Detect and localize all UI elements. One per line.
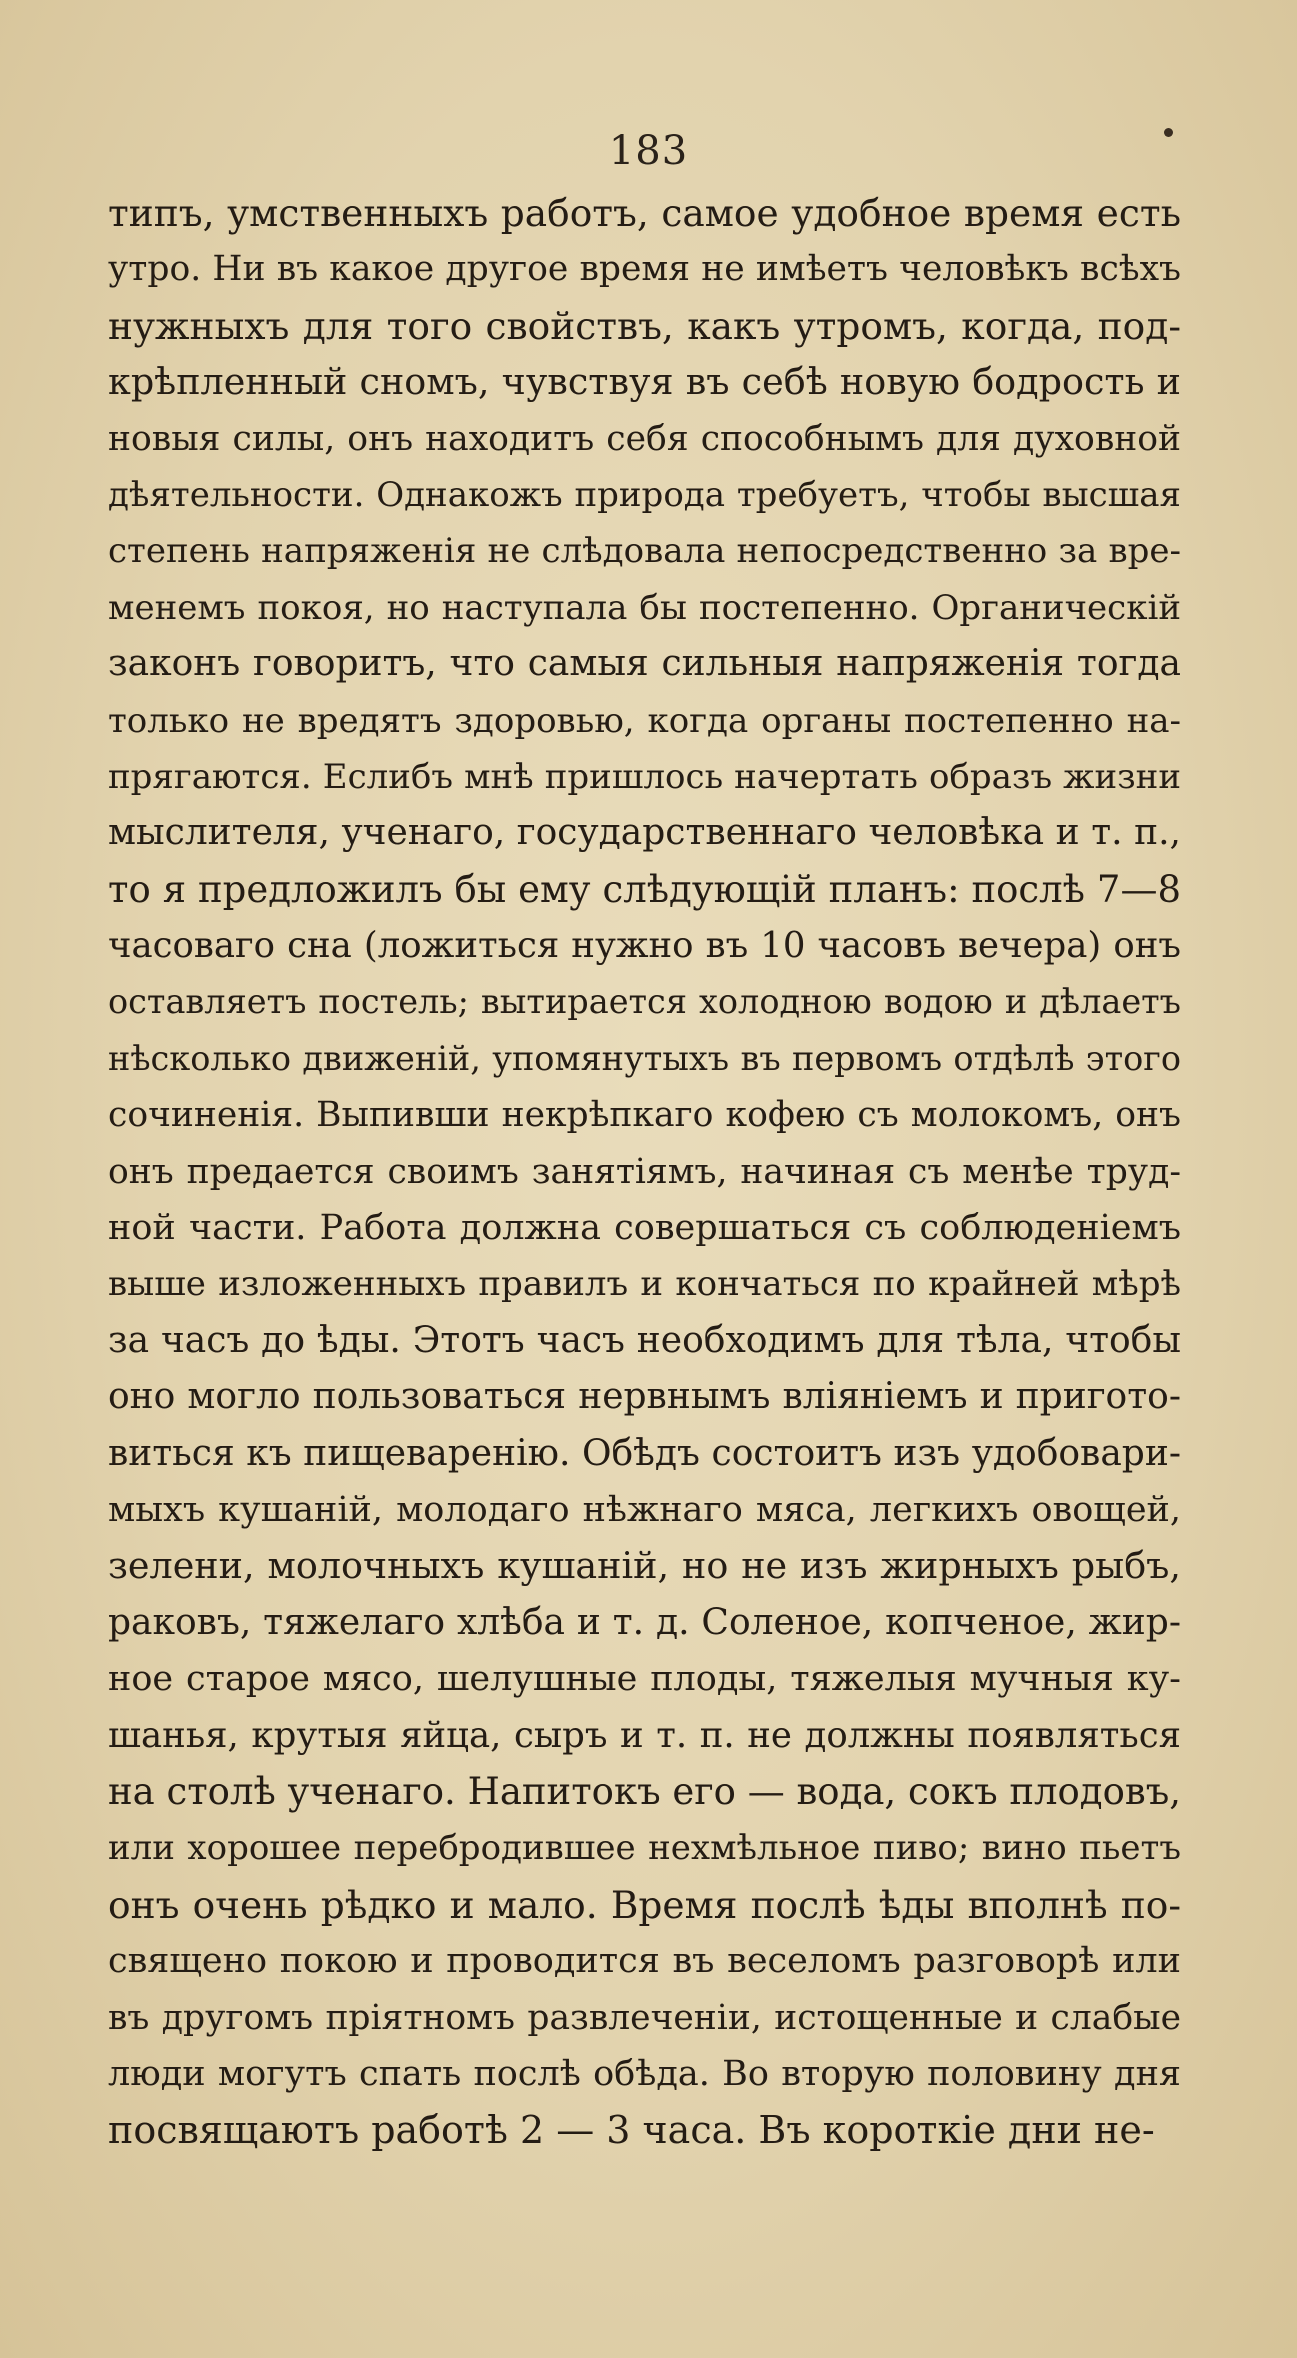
- text-line: за часъ до ѣды. Этотъ часъ необходимъ для тѣла, чтобы: [108, 1319, 1181, 1361]
- text-line: ное старое мясо, шелушные плоды, тяжелыя мучныя ку-: [108, 1659, 1181, 1700]
- text-line: сочиненія. Выпивши некрѣпкаго кофею съ молокомъ, онъ: [108, 1095, 1181, 1136]
- body-text: [108, 185, 1181, 2159]
- page-number: 183: [608, 128, 689, 174]
- text-line: степень напряженія не слѣдовала непосредственно за вре-: [108, 531, 1181, 572]
- text-line: мыслителя, ученаго, государственнаго человѣка и т. п.,: [108, 812, 1181, 854]
- text-line: онъ предается своимъ занятіямъ, начиная съ менѣе труд-: [108, 1151, 1181, 1192]
- text-line: ной части. Работа должна совершаться съ соблюденіемъ: [108, 1208, 1181, 1249]
- text-line: шанья, крутыя яйца, сыръ и т. п. не должны появляться: [108, 1714, 1181, 1756]
- text-line: зелени, молочныхъ кушаній, но не изъ жирныхъ рыбъ,: [108, 1544, 1181, 1588]
- text-line: часоваго сна (ложиться нужно въ 10 часовъ вечера) онъ: [108, 925, 1181, 967]
- text-line: то я предложилъ бы ему слѣдующій планъ: послѣ 7—8: [108, 867, 1181, 911]
- text-line: новыя силы, онъ находитъ себя способнымъ для духовной: [108, 418, 1181, 459]
- text-line: выше изложенныхъ правилъ и кончаться по крайней мѣрѣ: [108, 1264, 1181, 1305]
- text-line: менемъ покоя, но наступала бы постепенно. Органическій: [108, 587, 1181, 628]
- text-line: или хорошее перебродившее нехмѣльное пиво; вино пьетъ: [108, 1828, 1181, 1869]
- text-line: утро. Ни въ какое другое время не имѣетъ человѣкъ всѣхъ: [108, 249, 1181, 290]
- text-line: оно могло пользоваться нервнымъ вліяніемъ и пригото-: [108, 1376, 1181, 1418]
- text-line: нужныхъ для того свойствъ, какъ утромъ, когда, под-: [108, 303, 1181, 348]
- text-line: въ другомъ пріятномъ развлеченіи, истощенные и слабые: [108, 1997, 1181, 2038]
- text-line: священо покою и проводится въ веселомъ разговорѣ или: [108, 1941, 1181, 1982]
- text-line: на столѣ ученаго. Напитокъ его — вода, сокъ плодовъ,: [108, 1769, 1181, 1813]
- text-line: люди могутъ спать послѣ обѣда. Во вторую половину дня: [108, 2053, 1181, 2094]
- text-line: типъ, умственныхъ работъ, самое удобное время есть: [108, 191, 1181, 235]
- text-line: посвящаютъ работѣ 2 — 3 часа. Въ короткіе дни не-: [108, 2108, 1155, 2153]
- text-line: оставляетъ постель; вытирается холодною водою и дѣлаетъ: [108, 982, 1181, 1022]
- text-line: дѣятельности. Однакожъ природа требуетъ, чтобы высшая: [108, 474, 1181, 515]
- text-line: крѣпленный сномъ, чувствуя въ себѣ новую бодрость и: [108, 360, 1181, 404]
- ink-speck: [1164, 128, 1173, 137]
- text-line: мыхъ кушаній, молодаго нѣжнаго мяса, легкихъ овощей,: [108, 1489, 1181, 1530]
- text-line: только не вредятъ здоровью, когда органы постепенно на-: [108, 700, 1181, 741]
- text-line: раковъ, тяжелаго хлѣба и т. д. Соленое, копченое, жир-: [108, 1601, 1181, 1643]
- text-line: виться къ пищеваренію. Обѣдъ состоитъ изъ удобовари-: [108, 1432, 1181, 1474]
- text-line: нѣсколько движеній, упомянутыхъ въ первомъ отдѣлѣ этого: [108, 1038, 1181, 1078]
- text-line: законъ говоритъ, что самыя сильныя напряженія тогда: [108, 643, 1181, 685]
- text-line: онъ очень рѣдко и мало. Время послѣ ѣды вполнѣ по-: [108, 1882, 1181, 1927]
- text-line: прягаются. Еслибъ мнѣ пришлось начертать образъ жизни: [108, 756, 1181, 797]
- bleed-through-text: [130, 60, 1160, 130]
